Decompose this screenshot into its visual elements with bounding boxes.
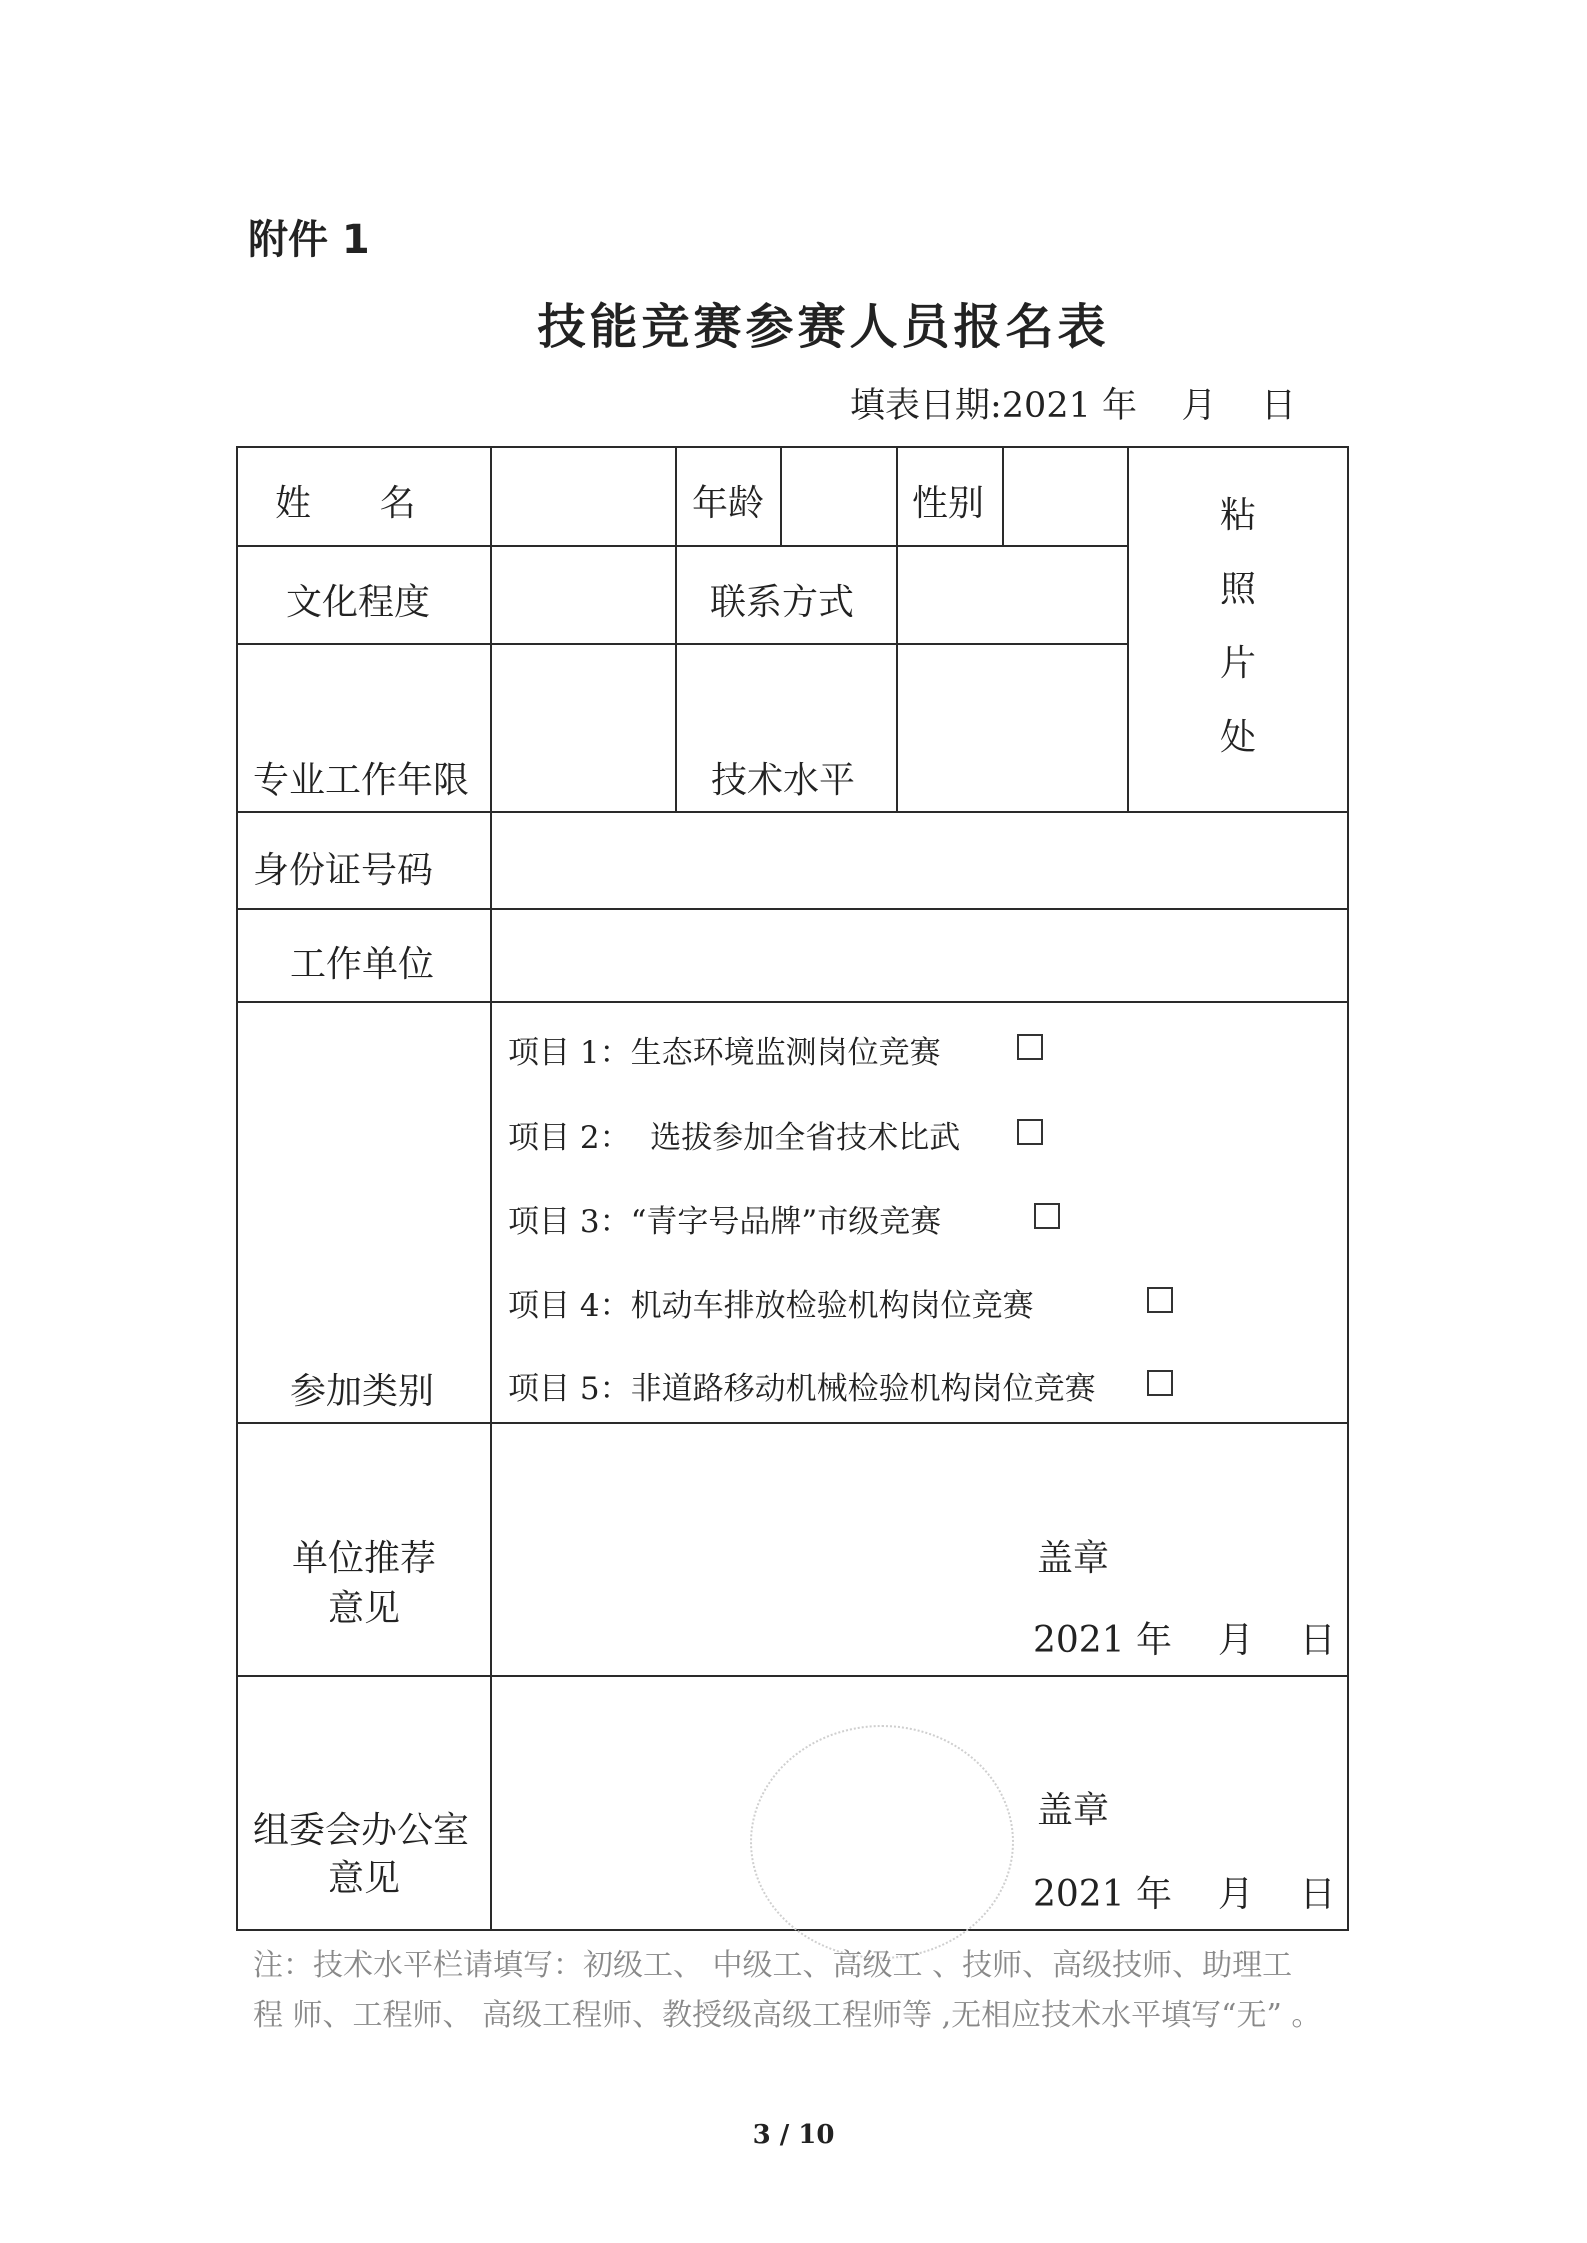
project-option-2: 项目 2： 选拔参加全省技术比武 [508,1120,961,1156]
row-line [236,643,1129,645]
row-line [236,1422,1349,1424]
faint-stamp-mark [750,1725,1014,1959]
table-border-bottom [236,1929,1349,1931]
age-label: 年龄 [692,483,765,524]
id-number-label: 身份证号码 [253,850,434,891]
unit-recommendation-label-2: 意见 [328,1588,401,1629]
committee-seal-label: 盖章 [1037,1790,1110,1831]
project-checkbox-4[interactable] [1147,1287,1173,1313]
form-title: 技能竞赛参赛人员报名表 [537,299,1110,355]
row-line [236,811,1349,813]
project-option-3: 项目 3：“青字号品牌”市级竞赛 [508,1204,942,1240]
table-border-left [236,446,238,1931]
note-line-1: 注：技术水平栏请填写：初级工、 中级工、高级工 、技师、高级技师、助理工 [253,1948,1293,1983]
contact-label: 联系方式 [710,582,855,623]
category-label: 参加类别 [290,1371,435,1412]
project-checkbox-2[interactable] [1017,1119,1043,1145]
committee-sign-date: 2021 年 月 日 [1033,1874,1336,1915]
unit-sign-date: 2021 年 月 日 [1033,1620,1336,1661]
unit-recommendation-label-1: 单位推荐 [292,1538,437,1579]
photo-label-4: 处 [1220,717,1257,758]
project-option-1: 项目 1：生态环境监测岗位竞赛 [508,1035,941,1071]
row-line [236,545,1129,547]
col-line [490,446,492,1931]
fill-date: 填表日期:2021 年 月 日 [850,386,1296,426]
row-line [236,1001,1349,1003]
education-label: 文化程度 [286,582,431,623]
project-checkbox-5[interactable] [1147,1370,1173,1396]
photo-label-3: 片 [1220,643,1257,684]
col-line [675,446,677,813]
note-line-2: 程 师、工程师、 高级工程师、教授级高级工程师等 ,无相应技术水平填写“无” 。 [253,1998,1322,2033]
col-line [1002,446,1004,547]
page-number: 3 / 10 [752,2120,835,2150]
photo-label-2: 照 [1220,569,1257,610]
project-option-4: 项目 4：机动车排放检验机构岗位竞赛 [508,1288,1034,1324]
col-line [896,446,898,813]
row-line [236,1675,1349,1677]
tech-level-label: 技术水平 [711,760,856,801]
attachment-label: 附件 1 [248,217,370,263]
project-option-5: 项目 5：非道路移动机械检验机构岗位竞赛 [508,1371,1096,1407]
employer-label: 工作单位 [290,944,435,985]
gender-label: 性别 [912,483,985,524]
name-label: 姓 名 [275,483,416,524]
work-years-label: 专业工作年限 [253,760,470,801]
project-checkbox-1[interactable] [1017,1034,1043,1060]
col-line [1127,446,1129,813]
row-line [236,908,1349,910]
unit-seal-label: 盖章 [1037,1538,1110,1579]
col-line [780,446,782,547]
table-border-right [1347,446,1349,1931]
committee-opinion-label-2: 意见 [328,1858,401,1899]
photo-label-1: 粘 [1220,495,1257,536]
table-border-top [236,446,1349,448]
committee-opinion-label-1: 组委会办公室 [253,1810,470,1851]
project-checkbox-3[interactable] [1034,1203,1060,1229]
